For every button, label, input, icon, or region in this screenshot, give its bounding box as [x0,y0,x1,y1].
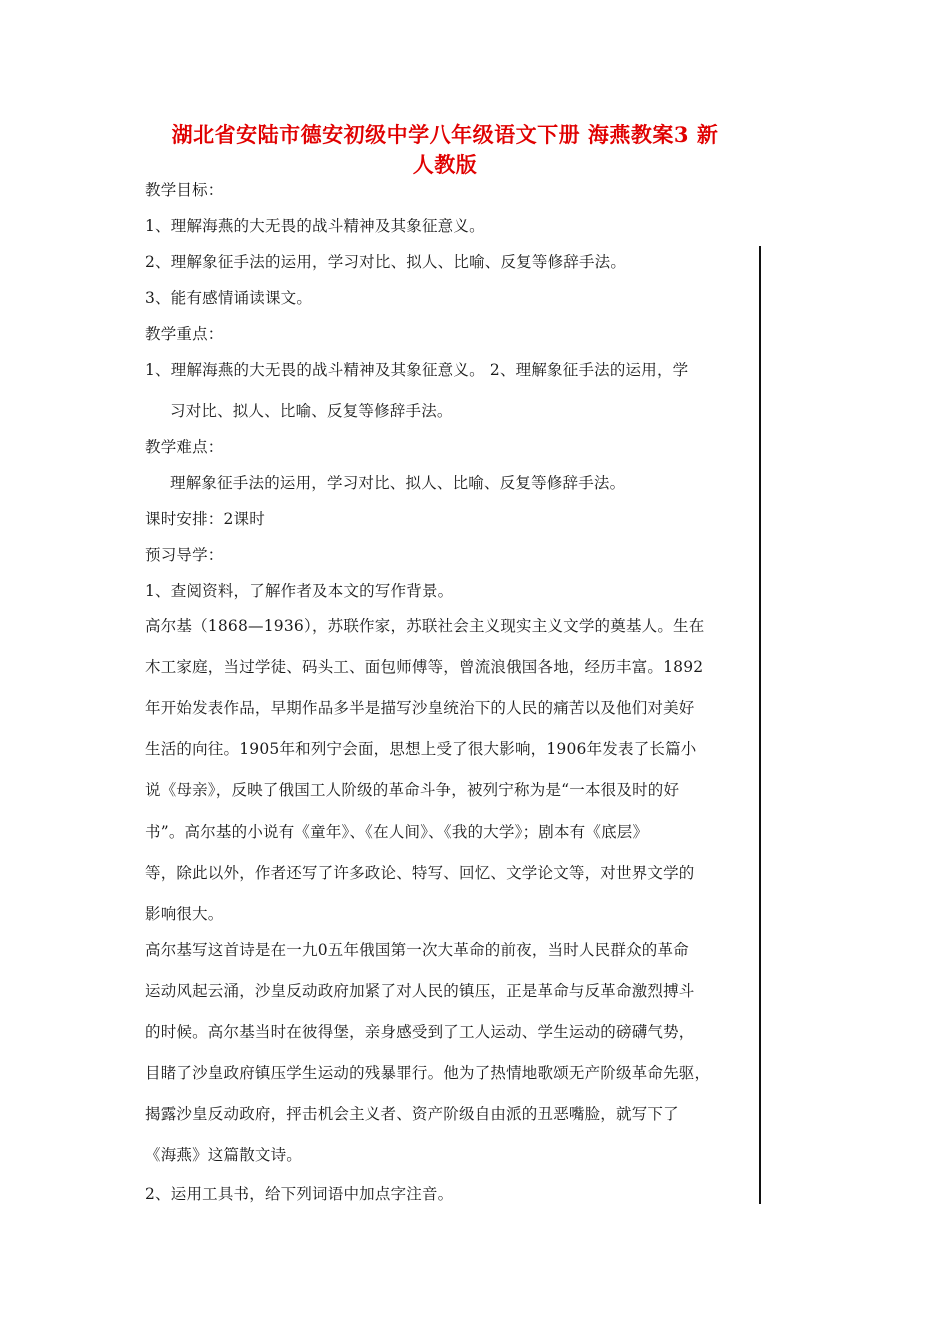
author-paragraph-line: 木工家庭，当过学徒、码头工、面包师傅等，曾流浪俄国各地，经历丰富。1892 [145,658,704,676]
background-paragraph-line: 高尔基写这首诗是在一九0五年俄国第一次大革命的前夜，当时人民群众的革命 [145,941,689,959]
author-paragraph-line: 生活的向往。1905年和列宁会面，思想上受了很大影响，1906年发表了长篇小 [145,740,697,758]
title-line-2: 人教版 [412,152,478,177]
goal-item-1: 1、理解海燕的大无畏的战斗精神及其象征意义。 [145,217,485,235]
author-paragraph-line: 等，除此以外，作者还写了许多政论、特写、回忆、文学论文等，对世界文学的 [145,864,695,882]
key-points-line-2: 习对比、拟人、比喻、反复等修辞手法。 [170,402,453,420]
author-paragraph-line: 年开始发表作品，早期作品多半是描写沙皇统治下的人民的痛苦以及他们对美好 [145,699,695,717]
goal-item-3: 3、能有感情诵读课文。 [145,289,313,307]
background-paragraph-line: 《海燕》这篇散文诗。 [145,1146,303,1164]
preview-item-2: 2、运用工具书，给下列词语中加点字注音。 [145,1185,454,1203]
author-paragraph-line: 影响很大。 [145,905,224,923]
background-paragraph-line: 揭露沙皇反动政府，抨击机会主义者、资产阶级自由派的丑恶嘴脸，就写下了 [145,1105,679,1123]
heading-preview: 预习导学： [145,546,224,564]
background-paragraph-line: 运动风起云涌，沙皇反动政府加紧了对人民的镇压，正是革命与反革命激烈搏斗 [145,982,695,1000]
author-paragraph-line: 说《母亲》，反映了俄国工人阶级的革命斗争，被列宁称为是“一本很及时的好 [145,781,680,799]
author-paragraph-line: 书”。高尔基的小说有《童年》、《在人间》、《我的大学》；剧本有《底层》 [145,823,649,841]
title-line-1: 湖北省安陆市德安初级中学八年级语文下册 海燕教案3 新 [171,122,719,147]
document-title [140,120,750,180]
key-points-line-1: 1、理解海燕的大无畏的战斗精神及其象征意义。 2、理解象征手法的运用，学 [145,361,689,379]
author-paragraph-line: 高尔基（1868—1936），苏联作家，苏联社会主义现实主义文学的奠基人。生在 [145,617,705,635]
background-paragraph-line: 的时候。高尔基当时在彼得堡，亲身感受到了工人运动、学生运动的磅礴气势， [145,1023,695,1041]
heading-key-points: 教学重点： [145,325,224,343]
class-schedule: 课时安排：2课时 [145,510,265,528]
heading-difficulties: 教学难点： [145,438,224,456]
preview-item-1: 1、查阅资料，了解作者及本文的写作背景。 [145,582,454,600]
difficulties-text: 理解象征手法的运用，学习对比、拟人、比喻、反复等修辞手法。 [170,474,626,492]
margin-rule [759,246,761,1204]
heading-teaching-goals: 教学目标： [145,181,224,199]
goal-item-2: 2、理解象征手法的运用，学习对比、拟人、比喻、反复等修辞手法。 [145,253,627,271]
background-paragraph-line: 目睹了沙皇政府镇压学生运动的残暴罪行。他为了热情地歌颂无产阶级革命先驱， [145,1064,711,1082]
